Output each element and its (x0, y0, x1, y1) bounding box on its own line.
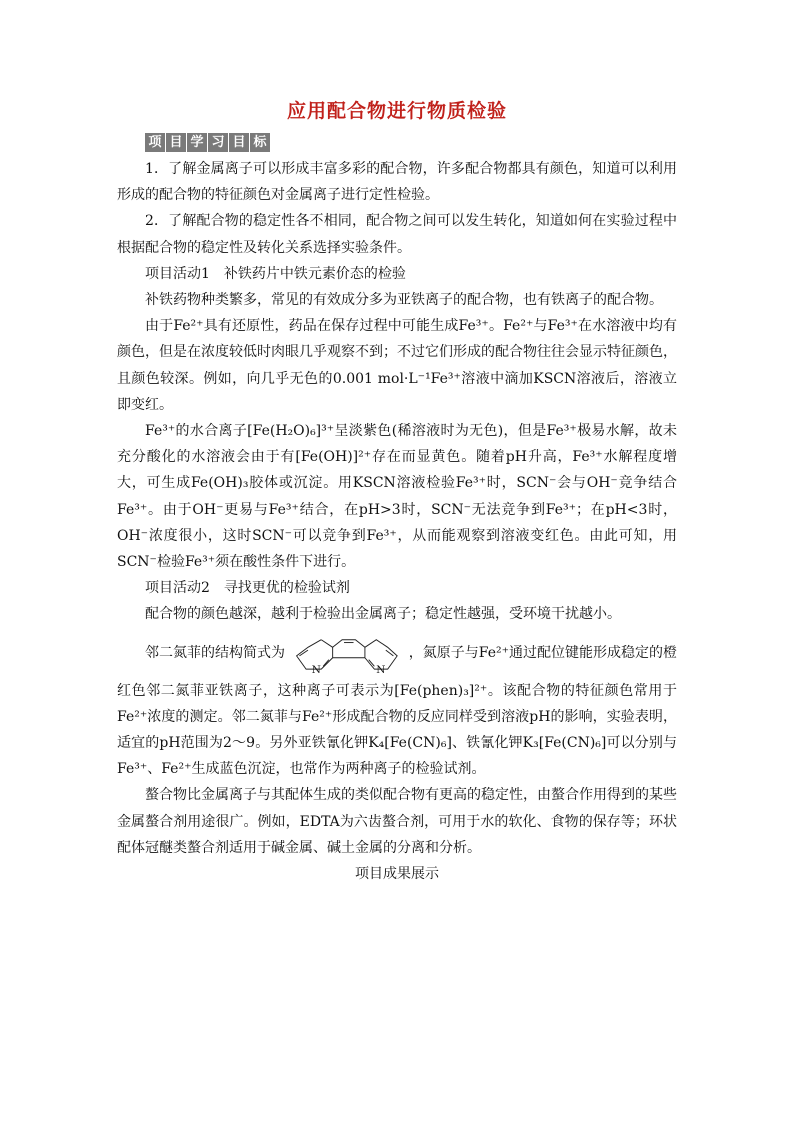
phenanthroline-structure-icon (289, 628, 405, 678)
goal-2: 2．了解配合物的稳定性各不相同，配合物之间可以发生转化，知道如何在实验过程中根据配合物的稳定性及转化关系选择实验条件。 (117, 213, 677, 256)
n-atom-left: N (311, 663, 321, 676)
activity-1-paragraph-2: 由于Fe²⁺具有还原性，药品在保存过程中可能生成Fe³⁺。Fe²⁺与Fe³⁺在水溶液中均有颜色，但是在浓度较低时肉眼几乎观察不到；不过它们形成的配合物往往会显示特征颜色，且颜色较深。例如，向几乎无色的0.001 mol·L⁻¹Fe³⁺溶液中滴加KSCN溶液后，溶液立即变红。 (117, 318, 677, 413)
activity-2-paragraph-1: 配合物的颜色越深，越利于检验出金属离子；稳定性越强，受环境干扰越小。 (145, 606, 621, 623)
goal-1: 1．了解金属离子可以形成丰富多彩的配合物，许多配合物都具有颜色，知道可以利用形成的配合物的特征颜色对金属离子进行定性检验。 (117, 161, 677, 204)
project-results-heading: 项目成果展示 (355, 866, 439, 883)
phen-text-before: 邻二氮菲的结构简式为 (145, 644, 285, 661)
activity-2-paragraph-3: 螯合物比金属离子与其配体生成的类似配合物有更高的稳定性，由螯合作用得到的某些金属螯合剂用途很广。例如，EDTA为六齿螯合剂，可用于水的软化、食物的保存等；环状配体冠醚类螯合剂适用于碱金属、碱土金属的分离和分析。 (117, 787, 677, 856)
phen-text-after: ，氮原子与Fe²⁺通过配位键能形成稳定的橙 (408, 644, 677, 661)
badge-char: 目 (229, 133, 249, 152)
badge-char: 标 (250, 133, 270, 152)
activity-2-heading: 项目活动2 寻找更优的检验试剂 (145, 580, 350, 597)
activity-1-heading: 项目活动1 补铁药片中铁元素价态的检验 (145, 265, 406, 282)
document-body (117, 156, 677, 887)
activity-1-paragraph-1: 补铁药物种类繁多，常见的有效成分多为亚铁离子的配合物，也有铁离子的配合物。 (145, 292, 663, 309)
badge-char: 习 (208, 133, 228, 152)
activity-1-paragraph-3: Fe³⁺的水合离子[Fe(H₂O)₆]³⁺呈淡紫色(稀溶液时为无色)，但是Fe³⁺极易水解，故未充分酸化的水溶液会由于有[Fe(OH)]²⁺存在而显黄色。随着pH升高，Fe³⁺水解程度增大，可生成Fe(OH)₃胶体或沉淀。用KSCN溶液检验Fe³⁺时，SCN⁻会与OH⁻竞争结合Fe³⁺。由于OH⁻更易与Fe³⁺结合，在pH>3时，SCN⁻无法竞争到Fe³⁺；在pH<3时，OH⁻浓度很小，这时SCN⁻可以竞争到Fe³⁺，从而能观察到溶液变红色。由此可知，用SCN⁻检验Fe³⁺须在酸性条件下进行。 (117, 423, 677, 571)
badge-char: 目 (166, 133, 186, 152)
n-atom-right: N (376, 663, 386, 676)
page-title: 应用配合物进行物质检验 (286, 100, 507, 122)
activity-2-paragraph-2: 红色邻二氮菲亚铁离子，这种离子可表示为[Fe(phen)₃]²⁺。该配合物的特征颜色常用于Fe²⁺浓度的测定。邻二氮菲与Fe²⁺形成配合物的反应同样受到溶液pH的影响，实验表明，适宜的pH范围为2～9。另外亚铁氰化钾K₄[Fe(CN)₆]、铁氰化钾K₃[Fe(CN)₆]可以分别与Fe³⁺、Fe²⁺生成蓝色沉淀，也常作为两种离子的检验试剂。 (117, 682, 677, 778)
badge-char: 学 (187, 133, 207, 152)
phenanthroline-line (117, 628, 677, 678)
badge-char: 项 (145, 133, 165, 152)
section-badge-learning-goals (145, 133, 270, 152)
